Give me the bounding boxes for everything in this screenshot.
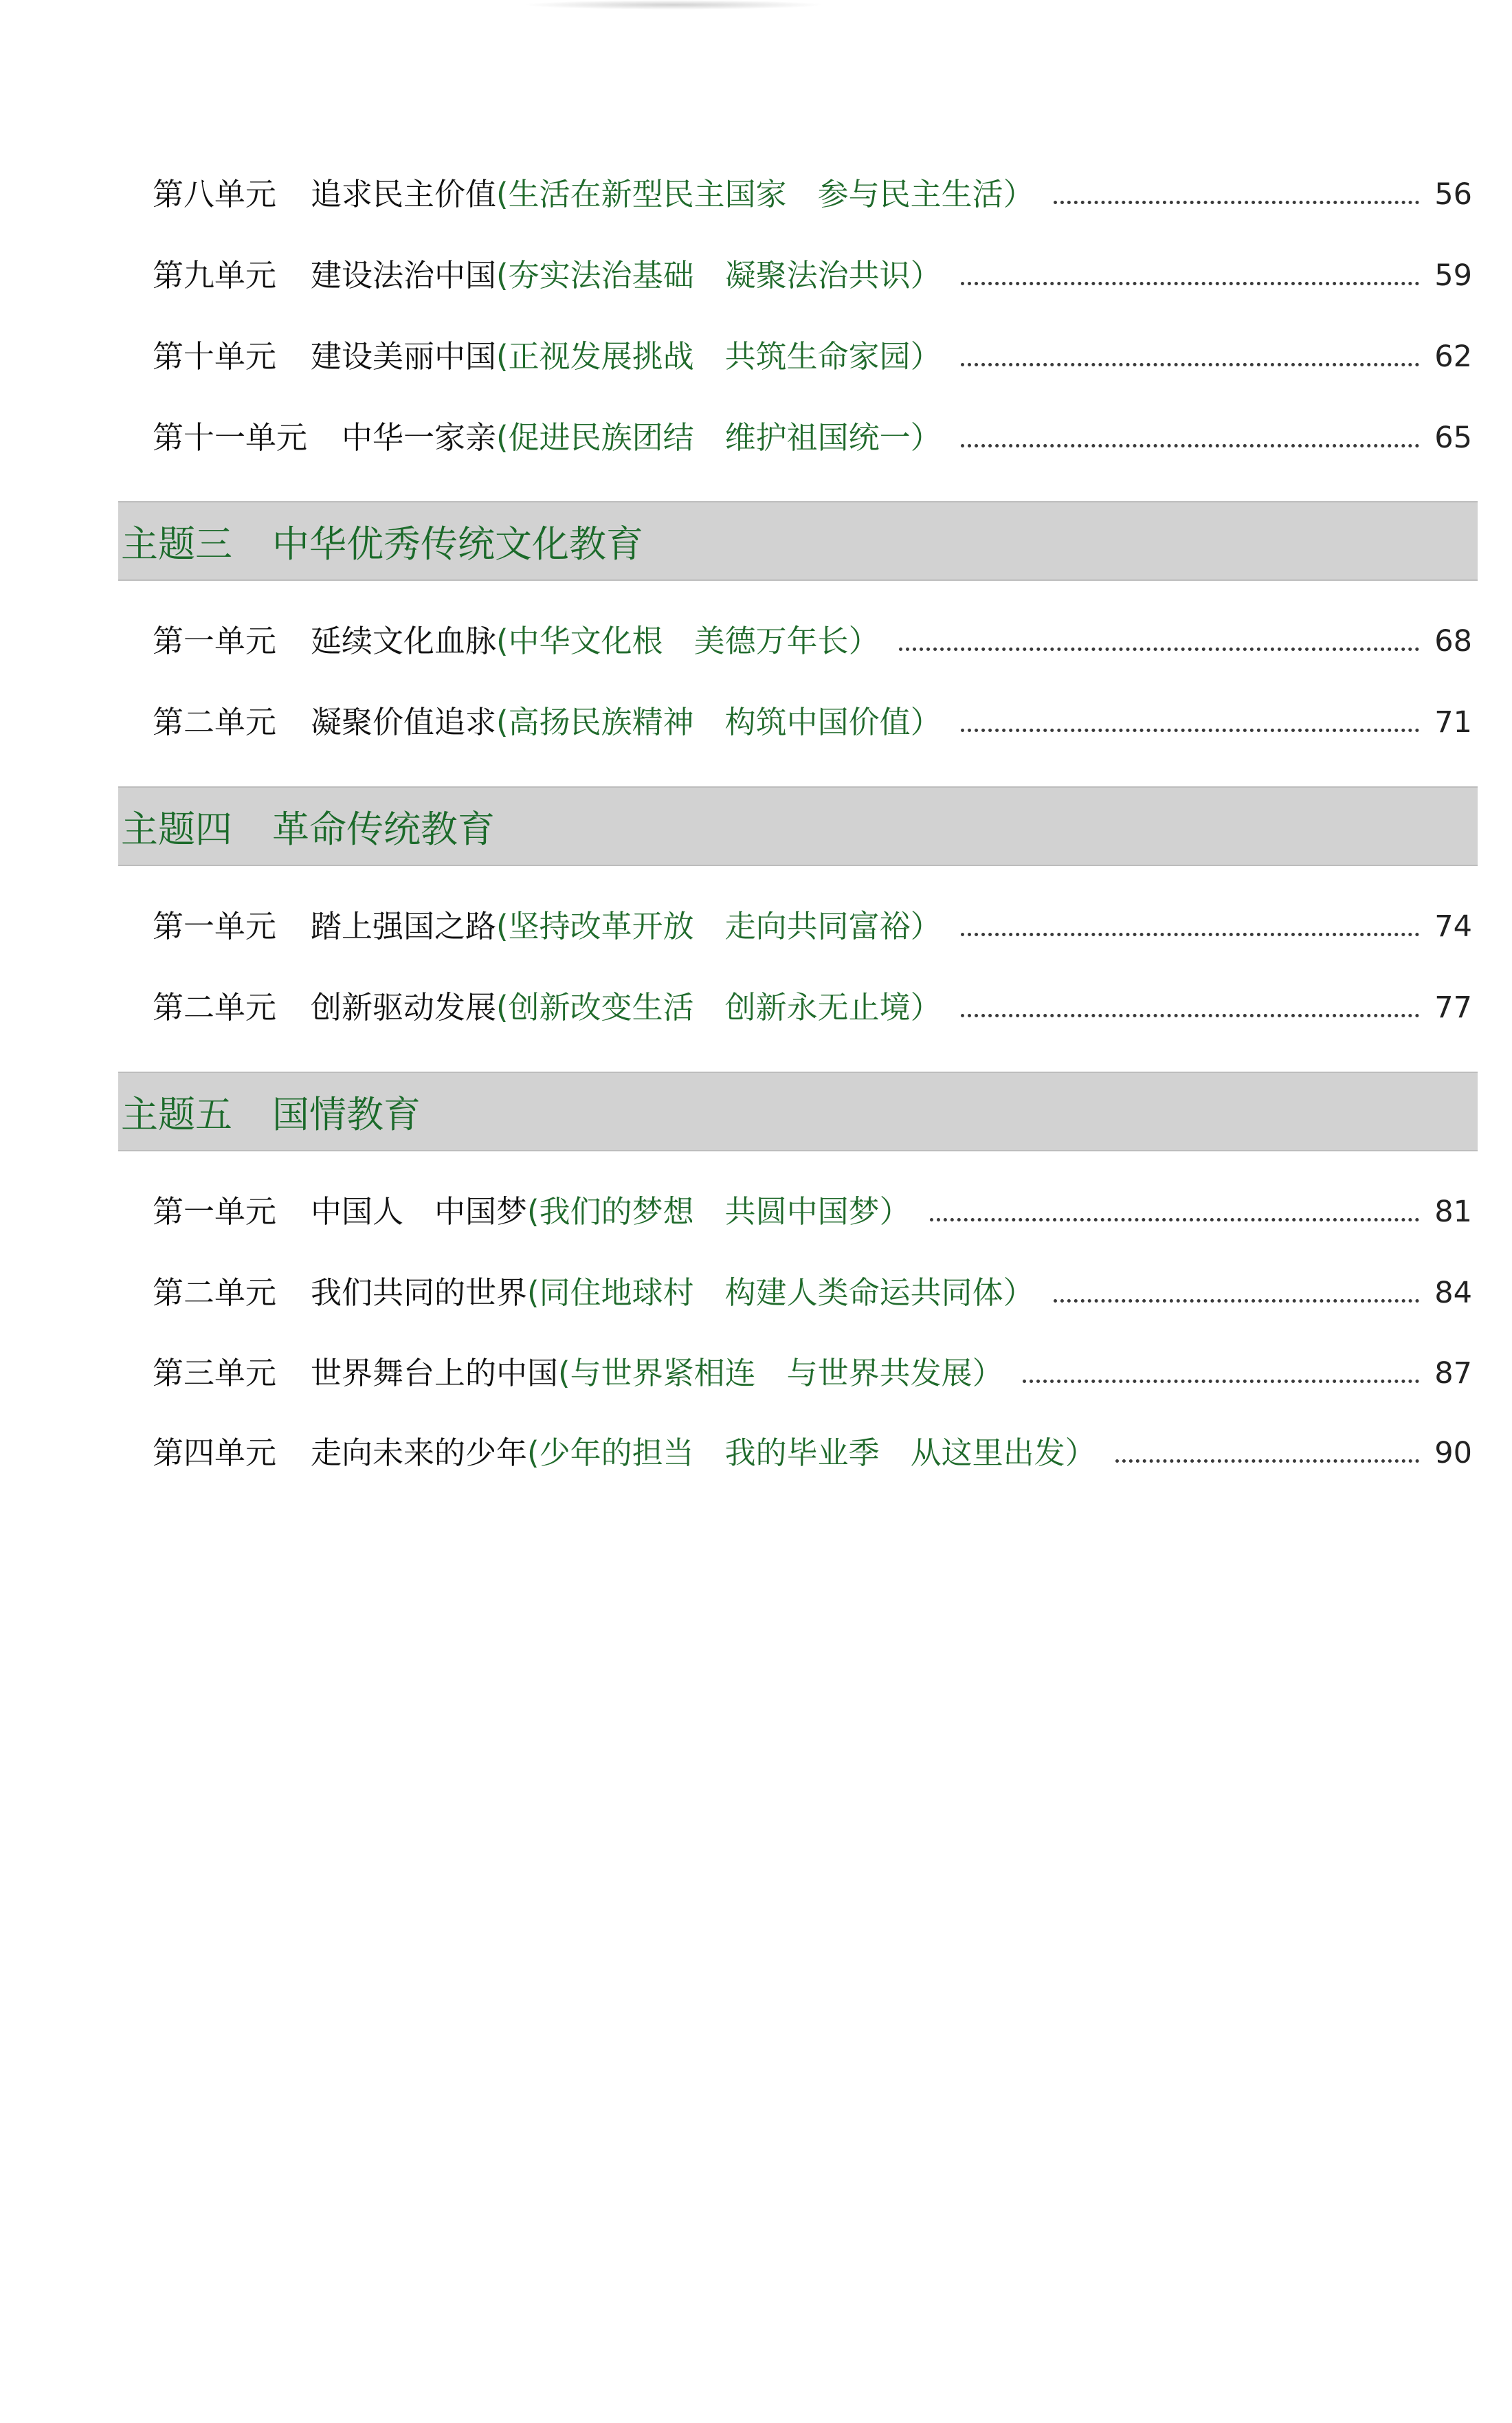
theme-title: 革命传统教育 [272,807,495,851]
toc-entry[interactable] [153,1184,1472,1239]
toc-entry[interactable] [153,614,1472,669]
page-number: 74 [1434,909,1472,944]
toc-entry[interactable] [153,248,1472,303]
dot-leader [1054,1292,1420,1303]
theme-label: 主题四 [121,807,232,851]
toc-entry[interactable] [153,1265,1472,1320]
page-number: 59 [1434,258,1472,293]
dot-leader [1115,1452,1420,1463]
page-number: 71 [1434,705,1472,740]
unit-subtitle: (与世界紧相连 与世界共发展） [558,1355,1003,1391]
unit-label: 第一单元 [153,623,277,659]
toc-entry[interactable] [153,167,1472,222]
unit-label: 第四单元 [153,1435,277,1471]
unit-title: 我们共同的世界 [311,1274,528,1311]
unit-subtitle: (生活在新型民主国家 参与民主生活） [496,176,1034,212]
unit-title: 创新驱动发展 [311,989,497,1026]
theme-label: 主题五 [121,1092,232,1136]
theme-label: 主题三 [121,522,232,566]
unit-title: 走向未来的少年 [311,1435,528,1471]
unit-title: 踏上强国之路 [311,908,497,944]
unit-label: 第二单元 [153,989,277,1026]
unit-subtitle: (同住地球村 构建人类命运共同体） [527,1274,1034,1311]
unit-title: 建设法治中国 [311,257,497,294]
dot-leader [961,926,1420,936]
page-number: 87 [1434,1356,1472,1391]
theme-title: 国情教育 [272,1092,421,1136]
unit-label: 第十单元 [153,338,277,375]
toc-entry[interactable] [153,980,1472,1035]
unit-label: 第一单元 [153,908,277,944]
unit-label: 第三单元 [153,1355,277,1391]
unit-subtitle: (中华文化根 美德万年长） [496,623,880,659]
unit-label: 第二单元 [153,704,277,740]
dot-leader [961,437,1420,447]
unit-label: 第九单元 [153,257,277,294]
unit-title: 凝聚价值追求 [311,704,497,740]
dot-leader [961,722,1420,732]
toc-entry[interactable] [153,410,1472,465]
unit-title: 世界舞台上的中国 [311,1355,559,1391]
unit-label: 第二单元 [153,1274,277,1311]
unit-title: 追求民主价值 [311,176,497,212]
unit-subtitle: (高扬民族精神 构筑中国价值） [496,704,942,740]
unit-title: 中华一家亲 [342,419,497,456]
dot-leader [961,356,1420,366]
unit-subtitle: (我们的梦想 共圆中国梦） [527,1193,911,1230]
page-number: 56 [1434,177,1472,212]
page-number: 77 [1434,991,1472,1025]
page-number: 81 [1434,1195,1472,1229]
toc-entry[interactable] [153,1426,1472,1481]
toc-entry[interactable] [153,329,1472,384]
unit-subtitle: (促进民族团结 维护祖国统一） [496,419,942,456]
unit-subtitle: (正视发展挑战 共筑生命家园） [496,338,942,375]
theme-heading[interactable] [118,501,1478,581]
theme-heading[interactable] [118,786,1478,866]
dot-leader [961,1007,1420,1017]
dot-leader [899,641,1420,651]
unit-label: 第一单元 [153,1193,277,1230]
page-number: 65 [1434,421,1472,455]
unit-subtitle: (创新改变生活 创新永无止境） [496,989,942,1026]
dot-leader [1054,194,1420,204]
page-number: 68 [1434,624,1472,659]
theme-title: 中华优秀传统文化教育 [272,522,643,566]
theme-heading[interactable] [118,1072,1478,1151]
dot-leader [930,1211,1420,1221]
unit-label: 第十一单元 [153,419,308,456]
page-top-shadow [522,0,825,10]
unit-title: 延续文化血脉 [311,623,497,659]
dot-leader [1023,1373,1420,1383]
page-number: 62 [1434,340,1472,374]
unit-subtitle: (坚持改革开放 走向共同富裕） [496,908,942,944]
unit-subtitle: (少年的担当 我的毕业季 从这里出发） [527,1435,1096,1471]
page-number: 84 [1434,1276,1472,1310]
page-number: 90 [1434,1436,1472,1470]
unit-subtitle: (夯实法治基础 凝聚法治共识） [496,257,942,294]
toc-entry[interactable] [153,899,1472,954]
unit-title: 中国人 中国梦 [311,1193,528,1230]
toc-entry[interactable] [153,695,1472,750]
dot-leader [961,275,1420,285]
toc-entry[interactable] [153,1346,1472,1401]
unit-title: 建设美丽中国 [311,338,497,375]
unit-label: 第八单元 [153,176,277,212]
